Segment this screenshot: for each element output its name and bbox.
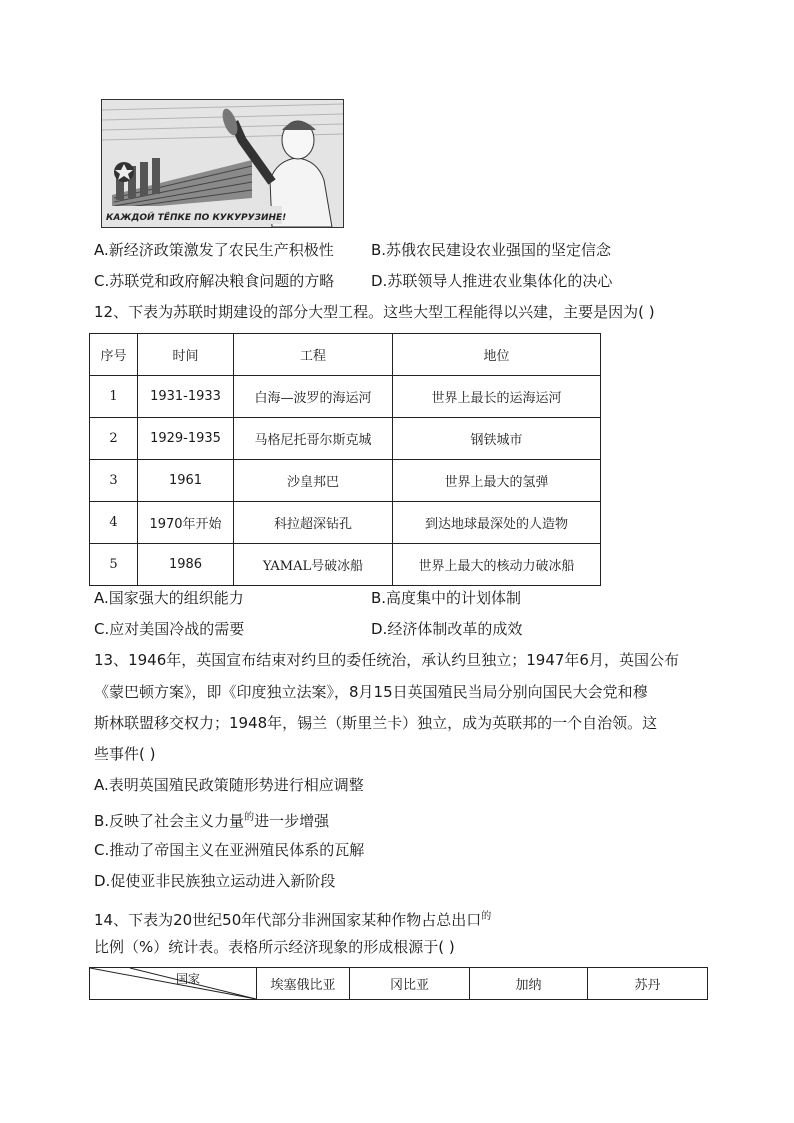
q14-stem-text: 14、下表为20世纪50年代部分非洲国家某种作物占总出口 — [94, 911, 482, 929]
table-row — [90, 376, 601, 418]
header-cell: 冈比亚 — [350, 968, 470, 1000]
q13-stem-line: 《蒙巴顿方案》，即《印度独立法案》，8月15日英国殖民当局分别向国民大会党和穆 — [94, 683, 648, 701]
q13-option-a[interactable]: A.表明英国殖民政策随形势进行相应调整 — [94, 776, 364, 794]
corner-header-cell — [90, 968, 257, 1000]
header-cell: 加纳 — [470, 968, 588, 1000]
table-header-row — [90, 334, 601, 376]
header-cell: 地位 — [393, 334, 601, 376]
table-cell: 沙皇邦巴 — [234, 460, 393, 502]
table-row — [90, 544, 601, 586]
q14-stem-line-1 — [94, 907, 491, 930]
table-cell: 1929-1935 — [138, 418, 234, 460]
table-cell: 到达地球最深处的人造物 — [393, 502, 601, 544]
q12-option-b[interactable]: B.高度集中的计划体制 — [371, 589, 522, 607]
q11-option-c[interactable]: C.苏联党和政府解决粮食问题的方略 — [94, 272, 335, 290]
table-row — [90, 460, 601, 502]
header-cell: 埃塞俄比亚 — [257, 968, 350, 1000]
table-cell: 4 — [90, 502, 138, 544]
poster-illustration — [102, 100, 343, 227]
q12-table — [89, 333, 601, 586]
diagonal-line — [90, 968, 256, 999]
header-cell: 序号 — [90, 334, 138, 376]
q11-option-d[interactable]: D.苏联领导人推进农业集体化的决心 — [371, 272, 613, 290]
q14-stem-sup: 的 — [481, 911, 492, 922]
table-cell: 1 — [90, 376, 138, 418]
q12-stem: 12、下表为苏联时期建设的部分大型工程。这些大型工程能得以兴建，主要是因为( ) — [94, 303, 655, 321]
q13-stem-line: 斯林联盟移交权力；1948年，锡兰（斯里兰卡）独立，成为英联邦的一个自治领。这 — [94, 714, 658, 732]
header-cell: 时间 — [138, 334, 234, 376]
header-cell: 工程 — [234, 334, 393, 376]
table-cell: 马格尼托哥尔斯克城 — [234, 418, 393, 460]
table-cell: 1931-1933 — [138, 376, 234, 418]
table-cell: 1961 — [138, 460, 234, 502]
q13-option-b-text-end: 进一步增强 — [254, 812, 330, 830]
q14-stem-line-2: 比例（%）统计表。表格所示经济现象的形成根源于( ) — [94, 938, 455, 956]
table-cell: 3 — [90, 460, 138, 502]
table-cell: 钢铁城市 — [393, 418, 601, 460]
q13-option-b-sup: 的 — [244, 812, 255, 823]
table-row — [90, 502, 601, 544]
table-cell: 5 — [90, 544, 138, 586]
table-row — [90, 418, 601, 460]
q13-option-b-text: B.反映了社会主义力量 — [94, 812, 245, 830]
corner-label: 国家 — [176, 972, 201, 986]
q12-option-a[interactable]: A.国家强大的组织能力 — [94, 589, 244, 607]
propaganda-poster-image — [101, 99, 344, 228]
table-cell: 白海—波罗的海运河 — [234, 376, 393, 418]
poster-caption: КАЖДОЙ ТЁПКЕ ПО КУКУРУЗИНЕ! — [106, 213, 287, 223]
table-cell: YAMAL号破冰船 — [234, 544, 393, 586]
q13-option-d[interactable]: D.促使亚非民族独立运动进入新阶段 — [94, 872, 336, 890]
q13-stem-line: 些事件( ) — [94, 745, 156, 763]
table-cell: 科拉超深钻孔 — [234, 502, 393, 544]
q11-option-b[interactable]: B.苏俄农民建设农业强国的坚定信念 — [371, 241, 612, 259]
q11-option-a[interactable]: A.新经济政策激发了农民生产积极性 — [94, 241, 334, 259]
q13-option-c[interactable]: C.推动了帝国主义在亚洲殖民体系的瓦解 — [94, 841, 365, 859]
q12-option-c[interactable]: C.应对美国冷战的需要 — [94, 620, 245, 638]
table-cell: 1970年开始 — [138, 502, 234, 544]
q12-option-d[interactable]: D.经济体制改革的成效 — [371, 620, 523, 638]
header-cell: 苏丹 — [588, 968, 708, 1000]
q13-stem-line: 13、1946年，英国宣布结束对约旦的委任统治，承认约旦独立；1947年6月，英国公布 — [94, 651, 679, 669]
table-cell: 2 — [90, 418, 138, 460]
table-cell: 世界上最长的运海运河 — [393, 376, 601, 418]
q13-option-b[interactable] — [94, 808, 329, 831]
table-header-row — [90, 968, 708, 1000]
table-cell: 世界上最大的核动力破冰船 — [393, 544, 601, 586]
q14-table — [89, 967, 708, 1000]
table-cell: 1986 — [138, 544, 234, 586]
table-cell: 世界上最大的氢弹 — [393, 460, 601, 502]
